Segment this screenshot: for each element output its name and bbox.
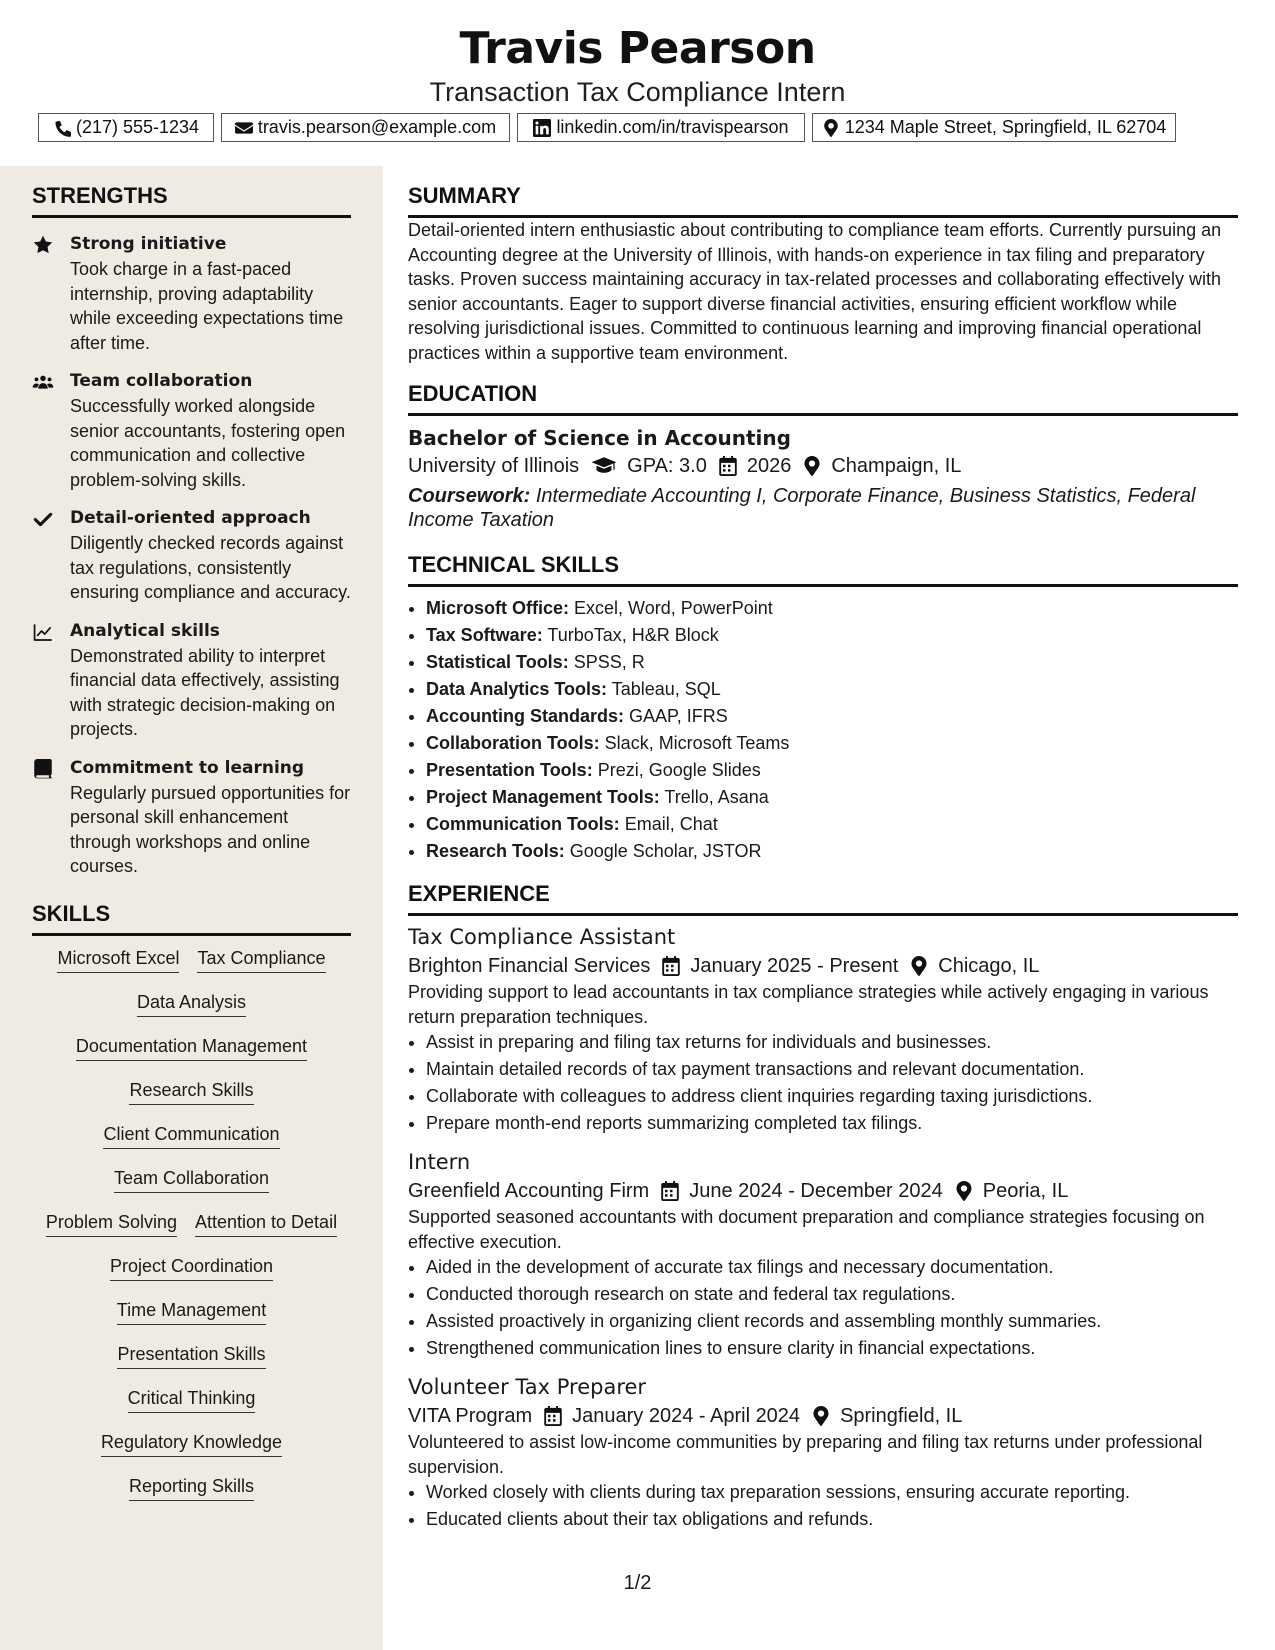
job-meta [408, 952, 1238, 980]
education-heading: EDUCATION [408, 381, 1238, 416]
education-meta [408, 452, 1238, 480]
job-location: Peoria, IL [982, 1180, 1069, 1202]
skill-category: Research Tools: [426, 841, 565, 861]
skills-list [32, 946, 351, 1518]
list-item [426, 811, 1238, 838]
skill-category: Project Management Tools: [426, 787, 660, 807]
list-item [426, 622, 1238, 649]
candidate-name: Travis Pearson [459, 23, 816, 74]
main-content [408, 183, 1238, 1533]
job-location: Springfield, IL [840, 1405, 963, 1427]
skill-values: Slack, Microsoft Teams [604, 733, 790, 753]
list-item: • Strengthened communication lines to ensure clarity in financial expectations. [426, 1335, 1238, 1362]
calendar-icon [661, 1181, 679, 1201]
linkedin-icon [533, 119, 551, 137]
contact-email[interactable] [221, 113, 510, 142]
skill-chip: Documentation Management [76, 1034, 307, 1061]
map-pin-icon [803, 456, 821, 476]
map-pin-icon [822, 119, 840, 137]
check-icon [32, 506, 70, 605]
job-bullets [408, 1029, 1238, 1137]
skill-values: Email, Chat [624, 814, 718, 834]
skill-category: Collaboration Tools: [426, 733, 600, 753]
job-description: Supported seasoned accountants with document preparation and compliance strategies focusing on effective execution. [408, 1207, 1205, 1252]
list-item: • Worked closely with clients during tax preparation sessions, ensuring accurate reporting. [426, 1479, 1238, 1506]
skill-category: Statistical Tools: [426, 652, 569, 672]
strength-desc: Took charge in a fast-paced internship, proving adaptability while exceeding expectations time after time. [70, 259, 344, 353]
page-number: 1/2 [623, 1572, 652, 1594]
graduation-year: 2026 [746, 455, 792, 477]
contact-address [812, 113, 1176, 142]
strength-title: Commitment to learning [70, 757, 305, 778]
skill-chip: Presentation Skills [117, 1342, 265, 1369]
skill-chip: Attention to Detail [195, 1210, 337, 1237]
list-item: • Aided in the development of accurate tax filings and necessary documentation. [426, 1254, 1238, 1281]
job-bullets [408, 1254, 1238, 1362]
job-entry [408, 922, 1238, 1137]
contact-phone[interactable] [38, 113, 214, 142]
gpa: GPA: 3.0 [627, 455, 707, 477]
skill-category: Tax Software: [426, 625, 543, 645]
technical-skills-list [408, 595, 1238, 865]
skill-chip: Critical Thinking [128, 1386, 256, 1413]
candidate-title: Transaction Tax Compliance Intern [429, 77, 846, 107]
skill-values: Google Scholar, JSTOR [569, 841, 762, 861]
skill-chip: Client Communication [103, 1122, 279, 1149]
skill-values: TurboTax, H&R Block [547, 625, 719, 645]
skill-values: Prezi, Google Slides [597, 760, 761, 780]
technical-skills-heading: TECHNICAL SKILLS [408, 552, 1238, 587]
skill-chip: Regulatory Knowledge [101, 1430, 282, 1457]
contact-email-text: travis.pearson@example.com [257, 117, 497, 137]
resume-header [0, 0, 1275, 108]
skill-values: Excel, Word, PowerPoint [574, 598, 773, 618]
list-item: • Maintain detailed records of tax payment transactions and relevant documentation. [426, 1056, 1238, 1083]
list-item: • Prepare month-end reports summarizing completed tax filings. [426, 1110, 1238, 1137]
job-meta [408, 1177, 1238, 1205]
list-item [426, 838, 1238, 865]
experience-section [408, 881, 1238, 1533]
skill-category: Communication Tools: [426, 814, 620, 834]
list-item: • Assist in preparing and filing tax returns for individuals and businesses. [426, 1029, 1238, 1056]
company-name: VITA Program [408, 1405, 533, 1427]
strength-item [32, 506, 351, 605]
coursework [408, 484, 1238, 532]
strength-item [32, 619, 351, 742]
summary-heading: SUMMARY [408, 183, 1238, 218]
skill-chip: Microsoft Excel [57, 946, 179, 973]
list-item [426, 730, 1238, 757]
users-icon [32, 369, 70, 492]
skills-heading: SKILLS [32, 901, 351, 936]
contact-linkedin[interactable] [517, 113, 805, 142]
strengths-heading: STRENGTHS [32, 183, 351, 218]
map-pin-icon [910, 956, 928, 976]
skill-chip: Data Analysis [137, 990, 246, 1017]
skill-category: Data Analytics Tools: [426, 679, 608, 699]
skill-values: Trello, Asana [664, 787, 769, 807]
job-location: Chicago, IL [938, 955, 1040, 977]
skill-values: GAAP, IFRS [629, 706, 728, 726]
contact-phone-text: (217) 555-1234 [75, 117, 200, 137]
contact-bar [38, 113, 1238, 144]
book-icon [32, 756, 70, 879]
strength-desc: Demonstrated ability to interpret financial data effectively, assisting with strategic decision-making on projects. [70, 645, 340, 739]
strength-title: Strong initiative [70, 234, 227, 254]
sidebar [0, 166, 383, 1650]
job-entry [408, 1147, 1238, 1362]
list-item [426, 757, 1238, 784]
skill-values: Tableau, SQL [611, 679, 721, 699]
strength-title: Detail-oriented approach [70, 508, 311, 528]
skill-category: Presentation Tools: [426, 760, 593, 780]
degree-title: Bachelor of Science in Accounting [408, 426, 791, 450]
strength-item [32, 756, 351, 879]
list-item: • Collaborate with colleagues to address client inquiries regarding taxing jurisdictions. [426, 1083, 1238, 1110]
job-meta [408, 1402, 1238, 1430]
job-title: Intern [408, 1150, 471, 1174]
calendar-icon [544, 1406, 562, 1426]
strength-item [32, 369, 351, 492]
education-location: Champaign, IL [831, 455, 962, 477]
skill-chip: Project Coordination [110, 1254, 273, 1281]
skill-category: Accounting Standards: [426, 706, 625, 726]
list-item [426, 676, 1238, 703]
phone-icon [53, 119, 71, 137]
skill-chip: Time Management [117, 1298, 266, 1325]
job-dates: January 2025 - Present [690, 955, 899, 977]
list-item [426, 649, 1238, 676]
map-pin-icon [955, 1181, 973, 1201]
list-item: • Educated clients about their tax obligations and refunds. [426, 1506, 1238, 1533]
strength-desc: Diligently checked records against tax regulations, consistently ensuring compliance and accuracy. [70, 533, 351, 602]
strength-item [32, 232, 351, 355]
coursework-label: Coursework: [408, 485, 531, 507]
calendar-icon [662, 956, 680, 976]
strength-desc: Successfully worked alongside senior accountants, fostering open communication and collective problem-solving skills. [70, 396, 346, 490]
job-bullets [408, 1479, 1238, 1533]
skill-category: Microsoft Office: [426, 598, 570, 618]
strength-title: Analytical skills [70, 620, 220, 641]
skill-chip: Problem Solving [46, 1210, 177, 1237]
list-item [426, 595, 1238, 622]
job-description: Volunteered to assist low-income communities by preparing and filing tax returns under professional supervision. [408, 1432, 1203, 1477]
job-dates: June 2024 - December 2024 [689, 1180, 943, 1202]
company-name: Greenfield Accounting Firm [408, 1180, 650, 1202]
skill-chip: Tax Compliance [197, 946, 325, 973]
list-item: • Assisted proactively in organizing client records and assembling monthly summaries. [426, 1308, 1238, 1335]
summary-section [408, 183, 1238, 365]
job-description: Providing support to lead accountants in tax compliance strategies while actively engaging in various return preparation techniques. [408, 982, 1209, 1027]
star-icon [32, 232, 70, 355]
skill-chip: Research Skills [129, 1078, 253, 1105]
skill-values: SPSS, R [573, 652, 645, 672]
list-item [426, 784, 1238, 811]
technical-skills-section [408, 552, 1238, 865]
summary-text: Detail-oriented intern enthusiastic about contributing to compliance team efforts. Currently pursuing an Accounting degree at the University of Illinois, with hands-on experience in tax filing and preparatory tasks. Proven success maintaining accuracy in tax-related processes and collaborating effectively with senior accountants. Eager to support diverse financial activities, ensuring efficient workflow while resolving jurisdictional issues. Committed to continuous learning and improving financial operational practices within a supportive team environment. [408, 220, 1222, 363]
strength-desc: Regularly pursued opportunities for personal skill enhancement through workshops and online courses. [70, 782, 351, 876]
graduation-cap-icon [591, 456, 617, 476]
list-item [426, 703, 1238, 730]
company-name: Brighton Financial Services [408, 955, 651, 977]
education-section [408, 381, 1238, 532]
school-name: University of Illinois [408, 455, 580, 477]
job-title: Volunteer Tax Preparer [408, 1375, 647, 1399]
list-item: • Conducted thorough research on state and federal tax regulations. [426, 1281, 1238, 1308]
chart-line-icon [32, 619, 70, 742]
skill-chip: Team Collaboration [114, 1166, 269, 1193]
strength-title: Team collaboration [70, 371, 253, 391]
map-pin-icon [812, 1406, 830, 1426]
experience-heading: EXPERIENCE [408, 881, 1238, 916]
envelope-icon [235, 119, 253, 137]
contact-address-text: 1234 Maple Street, Springfield, IL 62704 [844, 117, 1167, 137]
contact-linkedin-text: linkedin.com/in/travispearson [556, 117, 789, 137]
job-title: Tax Compliance Assistant [408, 925, 676, 949]
coursework-list: Intermediate Accounting I, Corporate Finance, Business Statistics, Federal Income Taxation [408, 485, 1196, 531]
skill-chip: Reporting Skills [129, 1474, 254, 1501]
job-dates: January 2024 - April 2024 [572, 1405, 801, 1427]
calendar-icon [719, 456, 737, 476]
job-entry [408, 1372, 1238, 1533]
